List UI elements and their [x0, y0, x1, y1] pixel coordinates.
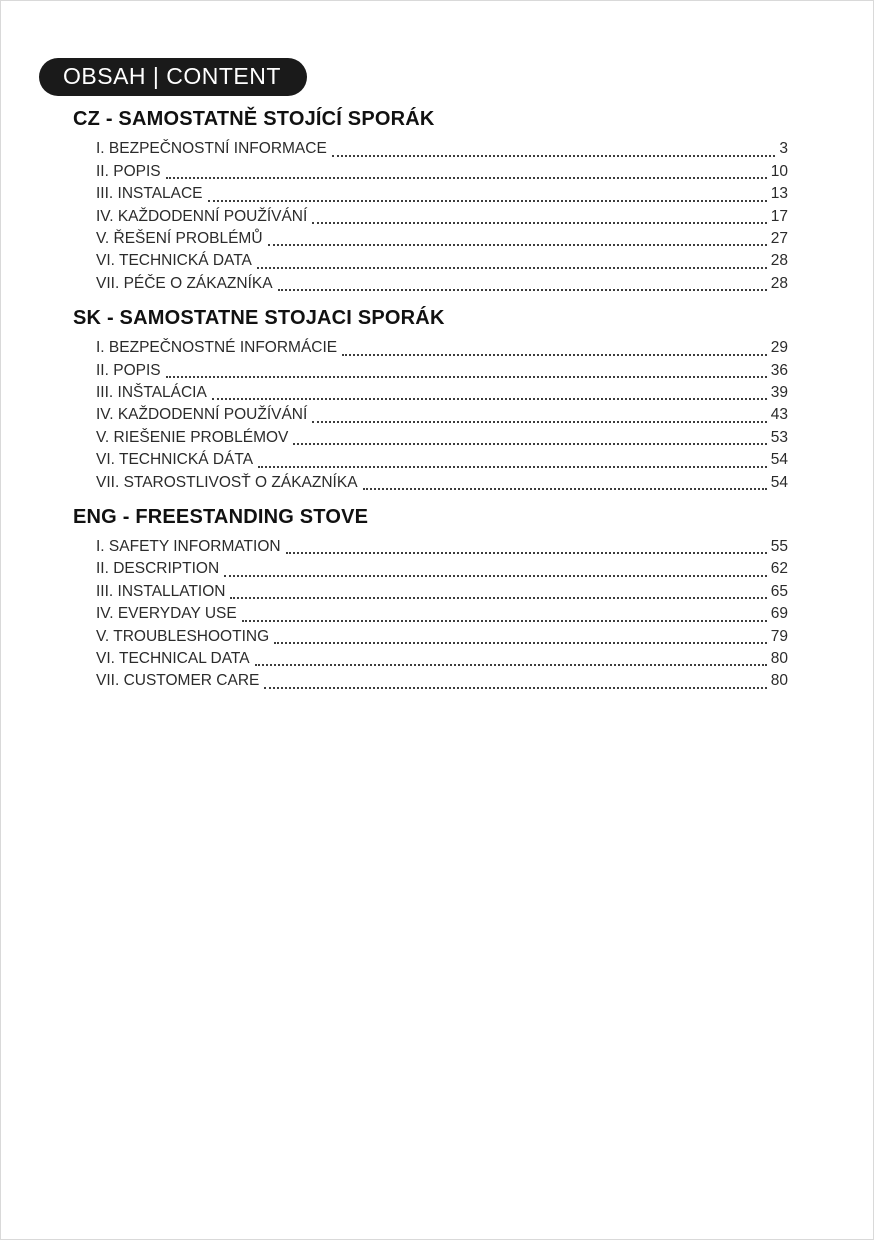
leader-dots [166, 177, 767, 179]
entry-label: VII. STAROSTLIVOSŤ O ZÁKAZNÍKA [96, 473, 358, 491]
section-title: CZ - SAMOSTATNĚ STOJÍCÍ SPORÁK [73, 108, 435, 131]
entry-page-number: 43 [770, 406, 788, 424]
leader-dots [286, 552, 767, 554]
toc-entry [96, 603, 788, 625]
entry-label: I. BEZPEČNOSTNÍ INFORMACE [96, 140, 327, 158]
leader-dots [212, 398, 767, 400]
entry-page-number: 36 [770, 361, 788, 379]
entry-page-number: 29 [770, 339, 788, 357]
toc-sections [73, 106, 788, 693]
toc-entry [96, 360, 788, 382]
leader-dots [166, 376, 767, 378]
toc-entry [96, 183, 788, 205]
toc-entry [96, 250, 788, 272]
toc-section [73, 504, 788, 693]
entry-label: VII. CUSTOMER CARE [96, 672, 260, 690]
entry-page-number: 53 [770, 428, 788, 446]
toc-entry [96, 382, 788, 404]
entry-label: I. SAFETY INFORMATION [96, 537, 281, 555]
toc-entry [96, 648, 788, 670]
toc-entry [96, 472, 788, 494]
entry-page-number: 28 [770, 274, 788, 292]
leader-dots [264, 687, 766, 689]
section-title: ENG - FREESTANDING STOVE [73, 505, 369, 528]
toc-entry [96, 449, 788, 471]
section-entries [96, 138, 788, 295]
leader-dots [257, 267, 767, 269]
entry-page-number: 62 [770, 560, 788, 578]
entry-page-number: 10 [770, 162, 788, 180]
entry-page-number: 80 [770, 650, 788, 668]
leader-dots [255, 664, 767, 666]
leader-dots [208, 200, 767, 202]
section-title: SK - SAMOSTATNE STOJACI SPORÁK [73, 307, 445, 330]
toc-header-pill [39, 58, 307, 96]
toc-entry [96, 138, 788, 160]
entry-label: IV. KAŽDODENNÍ POUŽÍVÁNÍ [96, 406, 308, 424]
entry-page-number: 17 [770, 207, 788, 225]
leader-dots [278, 289, 767, 291]
entry-page-number: 39 [770, 383, 788, 401]
entry-page-number: 65 [770, 582, 788, 600]
entry-label: II. DESCRIPTION [96, 560, 220, 578]
entry-label: VII. PÉČE O ZÁKAZNÍKA [96, 274, 273, 292]
toc-entry [96, 337, 788, 359]
leader-dots [293, 443, 766, 445]
entry-page-number: 27 [770, 229, 788, 247]
entry-label: I. BEZPEČNOSTNÉ INFORMÁCIE [96, 339, 338, 357]
toc-section [73, 106, 788, 295]
entry-label: II. POPIS [96, 361, 161, 379]
entry-page-number: 80 [770, 672, 788, 690]
toc-entry [96, 404, 788, 426]
toc-entry [96, 228, 788, 250]
entry-page-number: 79 [770, 627, 788, 645]
entry-label: V. ŘEŠENÍ PROBLÉMŮ [96, 229, 263, 247]
entry-page-number: 13 [770, 185, 788, 203]
entry-label: V. RIEŠENIE PROBLÉMOV [96, 428, 289, 446]
entry-page-number: 28 [770, 252, 788, 270]
leader-dots [363, 488, 767, 490]
entry-label: IV. KAŽDODENNÍ POUŽÍVÁNÍ [96, 207, 308, 225]
entry-label: VI. TECHNICKÁ DÁTA [96, 451, 254, 469]
entry-label: III. INŠTALÁCIA [96, 383, 207, 401]
leader-dots [268, 244, 767, 246]
entry-label: III. INSTALACE [96, 185, 203, 203]
toc-entry [96, 670, 788, 692]
leader-dots [332, 155, 776, 157]
entry-label: V. TROUBLESHOOTING [96, 627, 270, 645]
toc-entry [96, 558, 788, 580]
entry-label: III. INSTALLATION [96, 582, 226, 600]
entry-page-number: 69 [770, 605, 788, 623]
entry-label: VI. TECHNICKÁ DATA [96, 252, 252, 270]
toc-entry [96, 427, 788, 449]
entry-page-number: 54 [770, 451, 788, 469]
entry-label: VI. TECHNICAL DATA [96, 650, 250, 668]
toc-entry [96, 273, 788, 295]
entry-label: II. POPIS [96, 162, 161, 180]
leader-dots [312, 421, 766, 423]
leader-dots [230, 597, 766, 599]
entry-page-number: 55 [770, 537, 788, 555]
section-entries [96, 536, 788, 693]
leader-dots [224, 575, 767, 577]
toc-entry [96, 626, 788, 648]
leader-dots [342, 354, 767, 356]
toc-entry [96, 161, 788, 183]
section-entries [96, 337, 788, 494]
leader-dots [312, 222, 766, 224]
leader-dots [258, 466, 767, 468]
entry-page-number: 3 [779, 140, 788, 158]
entry-label: IV. EVERYDAY USE [96, 605, 237, 623]
toc-header-label: OBSAH | CONTENT [63, 63, 281, 89]
toc-section [73, 305, 788, 494]
toc-entry [96, 536, 788, 558]
toc-entry [96, 206, 788, 228]
toc-entry [96, 581, 788, 603]
leader-dots [242, 620, 767, 622]
entry-page-number: 54 [770, 473, 788, 491]
leader-dots [274, 642, 767, 644]
